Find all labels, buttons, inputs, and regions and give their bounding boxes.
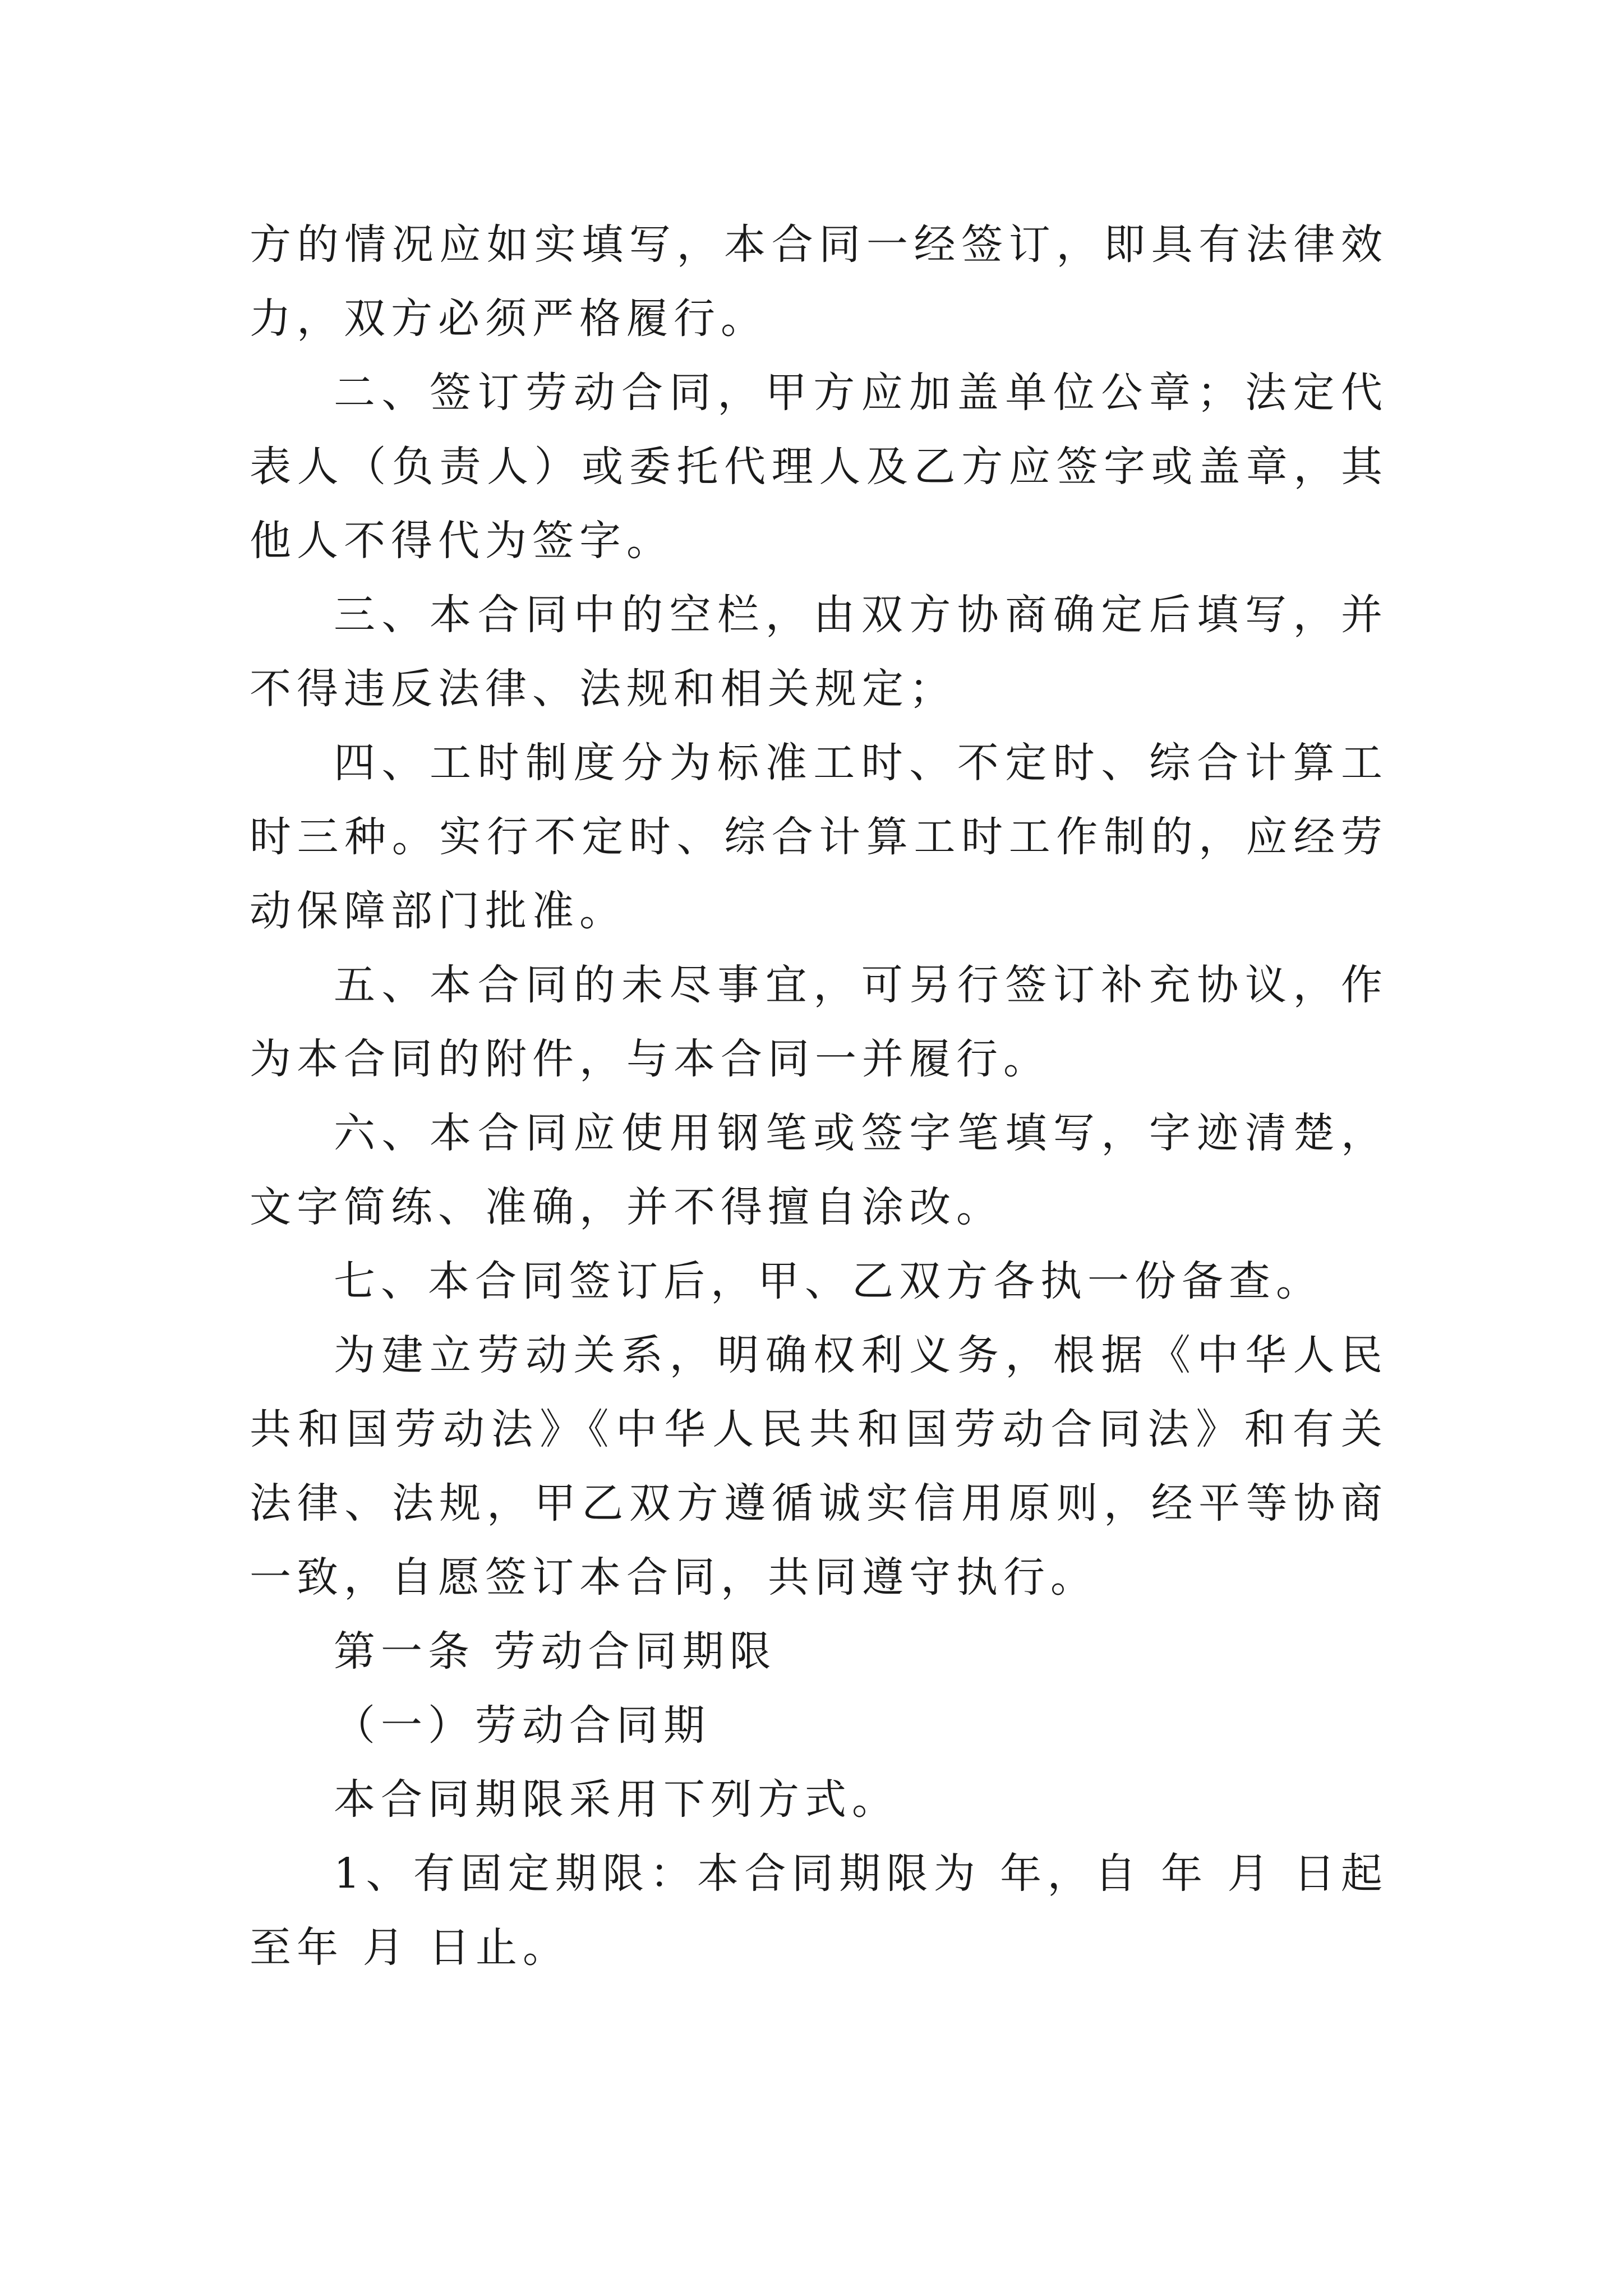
contract-body — [250, 208, 1388, 1985]
clause-seven: 七、本合同签订后，甲、乙双方各执一份备查。 — [334, 1257, 1323, 1305]
clause-six: 六、本合同应使用钢笔或签字笔填写，字迹清楚，文字简练、准确，并不得擅自涂改。 — [250, 1109, 1388, 1231]
clause-five: 五、本合同的未尽事宜，可另行签订补充协议，作为本合同的附件，与本合同一并履行。 — [250, 961, 1388, 1083]
clause-four: 四、工时制度分为标准工时、不定时、综合计算工时三种。实行不定时、综合计算工时工作制的，应经劳动保障部门批准。 — [250, 739, 1388, 935]
section-one-heading: （一）劳动合同期 — [334, 1701, 711, 1750]
clause-three: 三、本合同中的空栏，由双方协商确定后填写，并不得违反法律、法规和相关规定； — [250, 591, 1388, 713]
fixed-term-paragraph: 1、有固定期限：本合同期限为 年，自 年 月 日起至年 月 日止。 — [250, 1849, 1388, 1972]
article-one-heading: 第一条 劳动合同期限 — [334, 1627, 777, 1676]
clause-two: 二、签订劳动合同，甲方应加盖单位公章；法定代表人（负责人）或委托代理人及乙方应签字或盖章，其他人不得代为签字。 — [250, 369, 1388, 565]
preamble-paragraph: 为建立劳动关系，明确权利义务，根据《中华人民共和国劳动法》《中华人民共和国劳动合同法》和有关法律、法规，甲乙双方遵循诚实信用原则，经平等协商一致，自愿签订本合同，共同遵守执行。 — [250, 1331, 1388, 1602]
paragraph-continuation: 方的情况应如实填写，本合同一经签订，即具有法律效力，双方必须严格履行。 — [250, 220, 1388, 343]
term-method-paragraph: 本合同期限采用下列方式。 — [334, 1775, 899, 1824]
